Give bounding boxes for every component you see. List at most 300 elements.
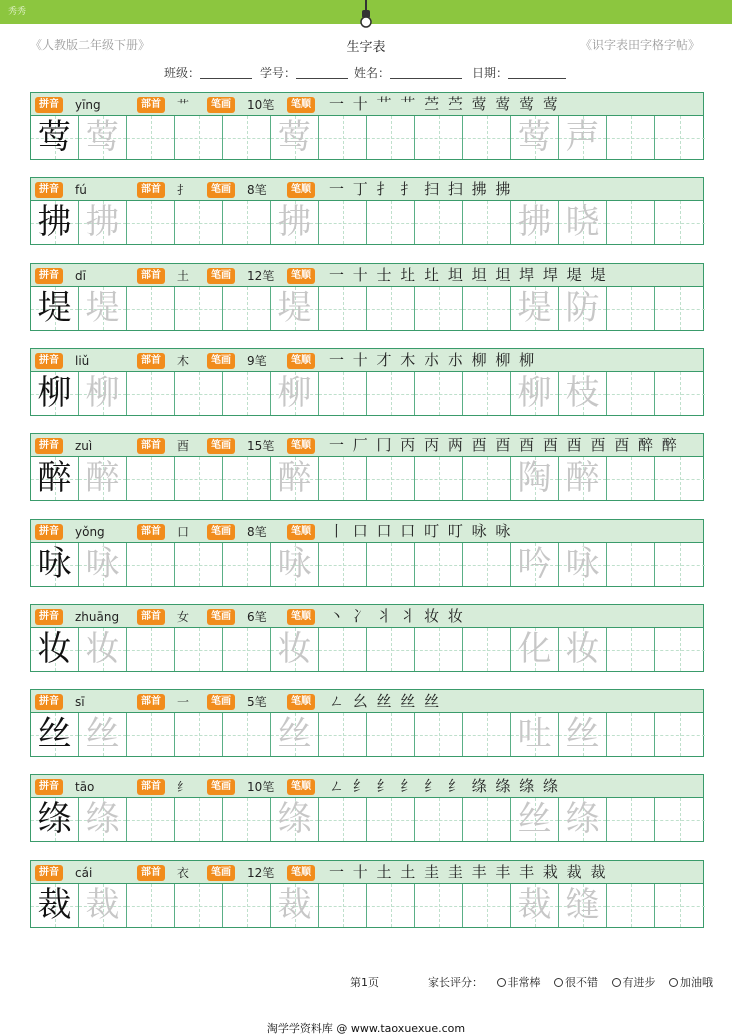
char-row xyxy=(30,519,704,587)
writing-cell[interactable] xyxy=(463,798,511,841)
name-field[interactable] xyxy=(354,64,462,81)
pinyin-tag: 拼音 xyxy=(35,865,63,881)
writing-cell[interactable] xyxy=(511,628,559,671)
writing-cell[interactable] xyxy=(175,798,223,841)
stroke-count-text: 10笔 xyxy=(247,98,275,112)
trace-character: 堤 xyxy=(85,288,120,328)
char-row xyxy=(30,604,704,672)
writing-cell[interactable] xyxy=(655,628,705,671)
writing-cell[interactable] xyxy=(271,884,319,927)
trace-character: 绦 xyxy=(277,799,312,839)
tianzige-grid xyxy=(30,116,704,160)
id-field[interactable] xyxy=(260,64,348,81)
stroke-order-text: 一 十 土 土 圭 圭 丰 丰 丰 栽 裁 裁 xyxy=(329,863,608,881)
class-field[interactable] xyxy=(164,64,252,81)
writing-cell[interactable] xyxy=(31,628,79,671)
char-row xyxy=(30,263,704,331)
writing-cell[interactable] xyxy=(655,457,705,500)
stroke-order-tag: 笔顺 xyxy=(287,779,315,795)
writing-cell[interactable] xyxy=(511,543,559,586)
radical-text: 酉 xyxy=(177,439,190,453)
writing-cell[interactable] xyxy=(367,116,415,159)
writing-cell[interactable] xyxy=(463,884,511,927)
stroke-count-text: 12笔 xyxy=(247,866,275,880)
writing-cell[interactable] xyxy=(463,543,511,586)
pinyin-tag: 拼音 xyxy=(35,524,63,540)
stroke-order-tag: 笔顺 xyxy=(287,609,315,625)
stroke-order-text: 一 十 才 木 朩 朩 柳 柳 柳 xyxy=(329,351,537,369)
word-character: 妆 xyxy=(565,629,600,669)
model-character: 咏 xyxy=(37,544,72,584)
word-character: 声 xyxy=(565,117,600,157)
writing-cell[interactable] xyxy=(271,116,319,159)
writing-cell[interactable] xyxy=(175,287,223,330)
trace-character: 莺 xyxy=(85,117,120,157)
writing-cell[interactable] xyxy=(559,372,607,415)
trace-character: 裁 xyxy=(85,885,120,925)
writing-cell[interactable] xyxy=(463,457,511,500)
radio-circle-icon[interactable] xyxy=(554,978,563,987)
writing-cell[interactable] xyxy=(127,713,175,756)
writing-cell[interactable] xyxy=(319,287,367,330)
info-bar xyxy=(30,604,704,628)
writing-cell[interactable] xyxy=(175,457,223,500)
writing-cell[interactable] xyxy=(607,543,655,586)
stroke-count-text: 5笔 xyxy=(247,695,267,709)
radio-circle-icon[interactable] xyxy=(669,978,678,987)
radical-text: 一 xyxy=(177,695,190,709)
word-character: 堤 xyxy=(517,288,552,328)
stroke-count-text: 6笔 xyxy=(247,610,267,624)
radical-tag: 部首 xyxy=(137,438,165,454)
writing-cell[interactable] xyxy=(271,457,319,500)
writing-cell[interactable] xyxy=(175,713,223,756)
radical-tag: 部首 xyxy=(137,182,165,198)
tianzige-grid xyxy=(30,628,704,672)
page-title: 生字表 xyxy=(346,40,386,55)
writing-cell[interactable] xyxy=(271,201,319,244)
writing-cell[interactable] xyxy=(319,884,367,927)
id-label: 学号： xyxy=(260,66,297,80)
word-character: 吟 xyxy=(517,544,552,584)
stroke-count-text: 15笔 xyxy=(247,439,275,453)
writing-cell[interactable] xyxy=(223,713,271,756)
parent-rating xyxy=(428,974,713,990)
rating-option-1[interactable]: 非常棒 xyxy=(497,976,541,989)
char-row xyxy=(30,860,704,928)
writing-cell[interactable] xyxy=(319,372,367,415)
pinyin-text: zuì xyxy=(75,439,93,453)
pinyin-tag: 拼音 xyxy=(35,353,63,369)
id-blank[interactable] xyxy=(296,67,348,79)
writing-cell[interactable] xyxy=(463,116,511,159)
radio-circle-icon[interactable] xyxy=(612,978,621,987)
writing-cell[interactable] xyxy=(127,457,175,500)
stroke-order-text: 一 厂 冂 丙 丙 两 酉 酉 酉 酉 酉 酉 酉 醉 醉 xyxy=(329,436,679,454)
stroke-count-tag: 笔画 xyxy=(207,353,235,369)
info-bar xyxy=(30,774,704,798)
trace-character: 醉 xyxy=(277,458,312,498)
stroke-order-tag: 笔顺 xyxy=(287,438,315,454)
writing-cell[interactable] xyxy=(511,884,559,927)
stroke-count-text: 8笔 xyxy=(247,525,267,539)
pinyin-text: yīng xyxy=(75,98,101,112)
writing-cell[interactable] xyxy=(655,372,705,415)
writing-cell[interactable] xyxy=(127,372,175,415)
writing-cell[interactable] xyxy=(79,116,127,159)
writing-cell[interactable] xyxy=(79,884,127,927)
writing-cell[interactable] xyxy=(319,628,367,671)
writing-cell[interactable] xyxy=(79,457,127,500)
class-blank[interactable] xyxy=(200,67,252,79)
stroke-count-text: 12笔 xyxy=(247,269,275,283)
writing-cell[interactable] xyxy=(367,287,415,330)
writing-cell[interactable] xyxy=(607,884,655,927)
pinyin-text: fú xyxy=(75,183,87,197)
word-character: 裁 xyxy=(517,885,552,925)
model-character: 醉 xyxy=(37,458,72,498)
word-character: 晓 xyxy=(565,202,600,242)
writing-cell[interactable] xyxy=(607,116,655,159)
radical-tag: 部首 xyxy=(137,97,165,113)
trace-character: 绦 xyxy=(85,799,120,839)
info-bar xyxy=(30,433,704,457)
writing-cell[interactable] xyxy=(319,713,367,756)
writing-cell[interactable] xyxy=(607,201,655,244)
pinyin-tag: 拼音 xyxy=(35,97,63,113)
info-bar xyxy=(30,519,704,543)
stroke-count-tag: 笔画 xyxy=(207,182,235,198)
writing-cell[interactable] xyxy=(559,457,607,500)
radical-tag: 部首 xyxy=(137,694,165,710)
stroke-order-text: ㄥ 纟 纟 纟 纟 纟 绦 绦 绦 绦 xyxy=(329,777,560,795)
stroke-count-tag: 笔画 xyxy=(207,779,235,795)
word-character: 柳 xyxy=(517,373,552,413)
stroke-order-tag: 笔顺 xyxy=(287,353,315,369)
writing-cell[interactable] xyxy=(367,372,415,415)
radical-text: 扌 xyxy=(177,183,190,197)
word-character: 莺 xyxy=(517,117,552,157)
radical-tag: 部首 xyxy=(137,353,165,369)
writing-cell[interactable] xyxy=(655,798,705,841)
writing-cell[interactable] xyxy=(319,457,367,500)
writing-cell[interactable] xyxy=(415,116,463,159)
pinyin-tag: 拼音 xyxy=(35,182,63,198)
writing-cell[interactable] xyxy=(415,713,463,756)
info-bar xyxy=(30,860,704,884)
radical-text: 木 xyxy=(177,354,190,368)
writing-cell[interactable] xyxy=(79,372,127,415)
writing-cell[interactable] xyxy=(175,201,223,244)
writing-cell[interactable] xyxy=(655,543,705,586)
writing-cell[interactable] xyxy=(31,372,79,415)
radical-tag: 部首 xyxy=(137,268,165,284)
char-row xyxy=(30,177,704,245)
stroke-order-tag: 笔顺 xyxy=(287,524,315,540)
trace-character: 咏 xyxy=(85,544,120,584)
writing-cell[interactable] xyxy=(415,543,463,586)
stroke-order-text: 一 十 艹 艹 苎 苎 莺 莺 莺 莺 xyxy=(329,95,560,113)
stroke-count-tag: 笔画 xyxy=(207,609,235,625)
writing-cell[interactable] xyxy=(127,116,175,159)
writing-cell[interactable] xyxy=(367,457,415,500)
tianzige-grid xyxy=(30,713,704,757)
writing-cell[interactable] xyxy=(415,372,463,415)
writing-cell[interactable] xyxy=(511,116,559,159)
writing-cell[interactable] xyxy=(511,201,559,244)
writing-cell[interactable] xyxy=(559,287,607,330)
stroke-order-text: 丨 口 口 口 叮 叮 咏 咏 xyxy=(329,522,513,540)
writing-cell[interactable] xyxy=(559,201,607,244)
char-row xyxy=(30,348,704,416)
writing-cell[interactable] xyxy=(175,116,223,159)
writing-cell[interactable] xyxy=(367,884,415,927)
writing-cell[interactable] xyxy=(559,628,607,671)
writing-cell[interactable] xyxy=(271,798,319,841)
writing-cell[interactable] xyxy=(655,201,705,244)
word-character: 枝 xyxy=(565,373,600,413)
writing-cell[interactable] xyxy=(511,457,559,500)
rating-option-4[interactable]: 加油哦 xyxy=(669,976,713,989)
writing-cell[interactable] xyxy=(223,116,271,159)
stroke-order-tag: 笔顺 xyxy=(287,865,315,881)
writing-cell[interactable] xyxy=(223,543,271,586)
pinyin-text: yǒng xyxy=(75,525,105,539)
writing-cell[interactable] xyxy=(463,201,511,244)
writing-cell[interactable] xyxy=(271,628,319,671)
writing-cell[interactable] xyxy=(223,628,271,671)
trace-character: 柳 xyxy=(277,373,312,413)
rating-option-3[interactable]: 有进步 xyxy=(612,976,656,989)
info-bar xyxy=(30,263,704,287)
trace-character: 拂 xyxy=(277,202,312,242)
writing-cell[interactable] xyxy=(319,798,367,841)
radical-text: 艹 xyxy=(177,98,190,112)
writing-cell[interactable] xyxy=(223,884,271,927)
writing-cell[interactable] xyxy=(175,543,223,586)
writing-cell[interactable] xyxy=(607,287,655,330)
writing-cell[interactable] xyxy=(175,628,223,671)
trace-character: 醉 xyxy=(85,458,120,498)
info-bar xyxy=(30,689,704,713)
writing-cell[interactable] xyxy=(223,798,271,841)
pinyin-text: cái xyxy=(75,866,93,880)
stroke-count-text: 8笔 xyxy=(247,183,267,197)
tianzige-grid xyxy=(30,457,704,501)
word-character: 陶 xyxy=(517,458,552,498)
stroke-count-tag: 笔画 xyxy=(207,694,235,710)
writing-cell[interactable] xyxy=(511,713,559,756)
rating-option-2[interactable]: 很不错 xyxy=(554,976,598,989)
writing-cell[interactable] xyxy=(79,713,127,756)
stroke-count-tag: 笔画 xyxy=(207,268,235,284)
radical-text: 女 xyxy=(177,610,190,624)
writing-cell[interactable] xyxy=(79,628,127,671)
writing-cell[interactable] xyxy=(607,798,655,841)
radio-circle-icon[interactable] xyxy=(497,978,506,987)
writing-cell[interactable] xyxy=(415,884,463,927)
pinyin-text: zhuāng xyxy=(75,610,120,624)
writing-cell[interactable] xyxy=(415,201,463,244)
trace-character: 堤 xyxy=(277,288,312,328)
book-title: 《人教版二年级下册》 xyxy=(30,38,151,52)
radical-text: 纟 xyxy=(177,780,190,794)
writing-cell[interactable] xyxy=(415,287,463,330)
model-character: 裁 xyxy=(37,885,72,925)
radical-text: 衣 xyxy=(177,866,190,880)
source-credit: 淘学学资料库 @ www.taoxuexue.com xyxy=(266,1022,466,1035)
writing-cell[interactable] xyxy=(319,116,367,159)
writing-cell[interactable] xyxy=(175,884,223,927)
writing-cell[interactable] xyxy=(31,713,79,756)
writing-cell[interactable] xyxy=(655,287,705,330)
writing-cell[interactable] xyxy=(79,543,127,586)
writing-cell[interactable] xyxy=(559,116,607,159)
writing-cell[interactable] xyxy=(559,884,607,927)
writing-cell[interactable] xyxy=(223,457,271,500)
writing-cell[interactable] xyxy=(79,798,127,841)
info-bar xyxy=(30,177,704,201)
writing-cell[interactable] xyxy=(511,287,559,330)
writing-cell[interactable] xyxy=(127,287,175,330)
writing-cell[interactable] xyxy=(367,713,415,756)
writing-cell[interactable] xyxy=(463,713,511,756)
writing-cell[interactable] xyxy=(655,116,705,159)
writing-cell[interactable] xyxy=(607,372,655,415)
word-character: 缝 xyxy=(565,885,600,925)
series-title: 《识字表田字格字帖》 xyxy=(579,38,700,52)
writing-cell[interactable] xyxy=(223,372,271,415)
writing-cell[interactable] xyxy=(271,543,319,586)
writing-cell[interactable] xyxy=(559,798,607,841)
trace-character: 拂 xyxy=(85,202,120,242)
radical-text: 口 xyxy=(177,525,190,539)
writing-cell[interactable] xyxy=(415,628,463,671)
writing-cell[interactable] xyxy=(415,457,463,500)
radical-text: 土 xyxy=(177,269,190,283)
writing-cell[interactable] xyxy=(79,201,127,244)
word-character: 化 xyxy=(517,629,552,669)
writing-cell[interactable] xyxy=(223,287,271,330)
model-character: 柳 xyxy=(37,373,72,413)
word-character: 拂 xyxy=(517,202,552,242)
stroke-order-tag: 笔顺 xyxy=(287,182,315,198)
pinyin-text: sī xyxy=(75,695,85,709)
writing-cell[interactable] xyxy=(31,116,79,159)
word-character: 绦 xyxy=(565,799,600,839)
info-bar xyxy=(30,92,704,116)
writing-cell[interactable] xyxy=(31,798,79,841)
writing-cell[interactable] xyxy=(559,713,607,756)
word-character: 咏 xyxy=(565,544,600,584)
date-label: 日期： xyxy=(472,66,509,80)
writing-cell[interactable] xyxy=(559,543,607,586)
writing-cell[interactable] xyxy=(607,628,655,671)
writing-cell[interactable] xyxy=(31,884,79,927)
writing-cell[interactable] xyxy=(319,201,367,244)
writing-cell[interactable] xyxy=(31,201,79,244)
stroke-count-text: 9笔 xyxy=(247,354,267,368)
writing-cell[interactable] xyxy=(79,287,127,330)
writing-cell[interactable] xyxy=(127,543,175,586)
stroke-order-text: 丶 冫 丬 丬 妆 妆 xyxy=(329,607,465,625)
writing-cell[interactable] xyxy=(319,543,367,586)
writing-cell[interactable] xyxy=(463,628,511,671)
name-blank[interactable] xyxy=(390,67,462,79)
writing-cell[interactable] xyxy=(367,201,415,244)
writing-cell[interactable] xyxy=(127,798,175,841)
writing-cell[interactable] xyxy=(31,543,79,586)
info-bar xyxy=(30,348,704,372)
word-character: 防 xyxy=(565,288,600,328)
trace-character: 咏 xyxy=(277,544,312,584)
writing-cell[interactable] xyxy=(511,798,559,841)
date-blank[interactable] xyxy=(508,67,566,79)
model-character: 堤 xyxy=(37,288,72,328)
writing-cell[interactable] xyxy=(271,287,319,330)
writing-cell[interactable] xyxy=(271,713,319,756)
writing-cell[interactable] xyxy=(367,628,415,671)
trace-character: 莺 xyxy=(277,117,312,157)
writing-cell[interactable] xyxy=(127,628,175,671)
stroke-order-text: 一 十 士 圵 圵 坦 坦 坦 垾 垾 堤 堤 xyxy=(329,266,608,284)
writing-cell[interactable] xyxy=(607,713,655,756)
tianzige-grid xyxy=(30,798,704,842)
model-character: 拂 xyxy=(37,202,72,242)
tianzige-grid xyxy=(30,543,704,587)
writing-cell[interactable] xyxy=(415,798,463,841)
stroke-count-tag: 笔画 xyxy=(207,524,235,540)
writing-cell[interactable] xyxy=(223,201,271,244)
radical-tag: 部首 xyxy=(137,779,165,795)
writing-cell[interactable] xyxy=(127,884,175,927)
model-character: 绦 xyxy=(37,799,72,839)
pinyin-text: tāo xyxy=(75,780,95,794)
char-row xyxy=(30,689,704,757)
model-character: 妆 xyxy=(37,629,72,669)
stroke-order-tag: 笔顺 xyxy=(287,268,315,284)
writing-cell[interactable] xyxy=(175,372,223,415)
writing-cell[interactable] xyxy=(463,287,511,330)
pinyin-tag: 拼音 xyxy=(35,438,63,454)
trace-character: 柳 xyxy=(85,373,120,413)
writing-cell[interactable] xyxy=(607,457,655,500)
writing-cell[interactable] xyxy=(127,201,175,244)
stroke-count-text: 10笔 xyxy=(247,780,275,794)
writing-cell[interactable] xyxy=(367,798,415,841)
writing-cell[interactable] xyxy=(367,543,415,586)
writing-cell[interactable] xyxy=(655,884,705,927)
word-character: 丝 xyxy=(517,799,552,839)
stroke-order-tag: 笔顺 xyxy=(287,97,315,113)
pinyin-tag: 拼音 xyxy=(35,694,63,710)
writing-cell[interactable] xyxy=(31,457,79,500)
page-number: 第1页 xyxy=(350,976,379,989)
writing-cell[interactable] xyxy=(463,372,511,415)
stroke-count-tag: 笔画 xyxy=(207,865,235,881)
class-label: 班级： xyxy=(164,66,201,80)
trace-character: 丝 xyxy=(277,714,312,754)
writing-cell[interactable] xyxy=(655,713,705,756)
stroke-order-tag: 笔顺 xyxy=(287,694,315,710)
date-field[interactable] xyxy=(472,64,566,81)
writing-cell[interactable] xyxy=(511,372,559,415)
writing-cell[interactable] xyxy=(31,287,79,330)
writing-cell[interactable] xyxy=(271,372,319,415)
trace-character: 裁 xyxy=(277,885,312,925)
model-character: 莺 xyxy=(37,117,72,157)
trace-character: 妆 xyxy=(277,629,312,669)
